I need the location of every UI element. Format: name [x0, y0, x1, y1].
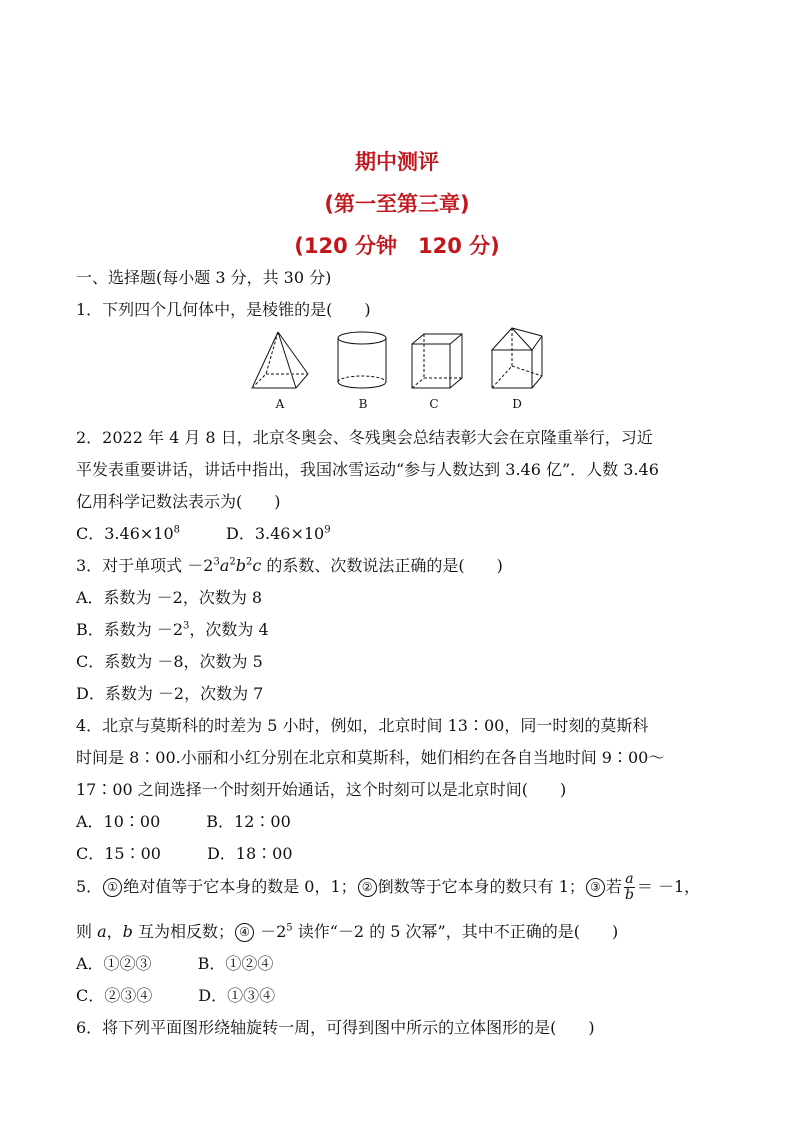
figure-label-d: D	[512, 397, 522, 411]
option-a: A．10∶00	[76, 812, 161, 831]
fraction-a-over-b: $\frac{a}{b}$	[624, 871, 634, 903]
question-2-options	[76, 524, 331, 544]
figure-c-cuboid	[408, 330, 464, 392]
question-5-line-1: 5． ① 绝对值等于它本身的数是 0，1； ② 倒数等于它本身的数只有 1； ③ 若 $\frac{a}{b}$ ＝ －1，	[76, 871, 701, 903]
question-4-line-3: 17∶00 之间选择一个时刻开始通话，这个时刻可以是北京时间( )	[76, 780, 567, 799]
question-3-stem: 3．对于单项式 $-2^3a^2b^2c$ 的系数、次数说法正确的是( )	[76, 556, 503, 575]
question-2-line-2: 平发表重要讲话，讲话中指出，我国冰雪运动“参与人数达到 3.46 亿”．人数 3.46	[76, 460, 659, 479]
section-heading: 一、选择题(每小题 3 分，共 30 分)	[76, 268, 332, 287]
option-d: D．18∶00	[206, 844, 293, 863]
question-3-option-b: B．系数为 $-2^3$，次数为 4	[76, 620, 269, 639]
figure-a-pyramid	[248, 330, 312, 392]
figure-d-prism	[488, 326, 546, 392]
option-a: A．①②③	[76, 954, 152, 973]
option-c: C．②③④	[76, 986, 153, 1005]
question-3-option-d: D．系数为 －2，次数为 7	[76, 684, 264, 703]
question-4-options-cd	[76, 844, 293, 864]
page-subtitle: (第一至第三章)	[324, 192, 470, 216]
option-c: C．15∶00	[76, 844, 161, 863]
figure-label-c: C	[429, 397, 439, 411]
figure-b-cylinder	[334, 330, 390, 392]
option-d: D．①③④	[198, 986, 276, 1005]
question-4-line-2: 时间是 8∶00.小丽和小红分别在北京和莫斯科，她们相约在各自当地时间 9∶00～	[76, 748, 665, 767]
option-c: C．$3.46\times 10^8$	[76, 524, 181, 543]
figure-label-a: A	[275, 397, 285, 411]
question-5-options-cd	[76, 986, 275, 1006]
question-3-option-a: A．系数为 －2，次数为 8	[76, 588, 263, 607]
question-4-options-ab	[76, 812, 291, 832]
option-b: B．①②④	[197, 954, 274, 973]
question-2-line-3: 亿用科学记数法表示为( )	[76, 492, 281, 511]
question-5-options-ab	[76, 954, 273, 974]
question-3-option-c: C．系数为 －8，次数为 5	[76, 652, 263, 671]
page-title: 期中测评	[355, 150, 439, 174]
exam-meta: (120 分钟 120 分)	[294, 234, 500, 258]
question-5-line-2: 则 a，b 互为相反数； ④ $-2^5$ 读作“－2 的 5 次幂”，其中不正确的是( )	[76, 922, 619, 941]
question-6-stem: 6．将下列平面图形绕轴旋转一周，可得到图中所示的立体图形的是( )	[76, 1018, 595, 1037]
question-4-line-1: 4．北京与莫斯科的时差为 5 小时，例如，北京时间 13∶00，同一时刻的莫斯科	[76, 716, 649, 735]
figure-label-b: B	[358, 397, 368, 411]
question-1-stem: 1．下列四个几何体中，是棱锥的是( )	[76, 300, 371, 319]
question-2-line-1: 2．2022 年 4 月 8 日，北京冬奥会、冬残奥会总结表彰大会在京隆重举行，习近	[76, 428, 653, 447]
option-b: B．12∶00	[206, 812, 291, 831]
option-d: D．$3.46\times 10^9$	[226, 524, 331, 543]
